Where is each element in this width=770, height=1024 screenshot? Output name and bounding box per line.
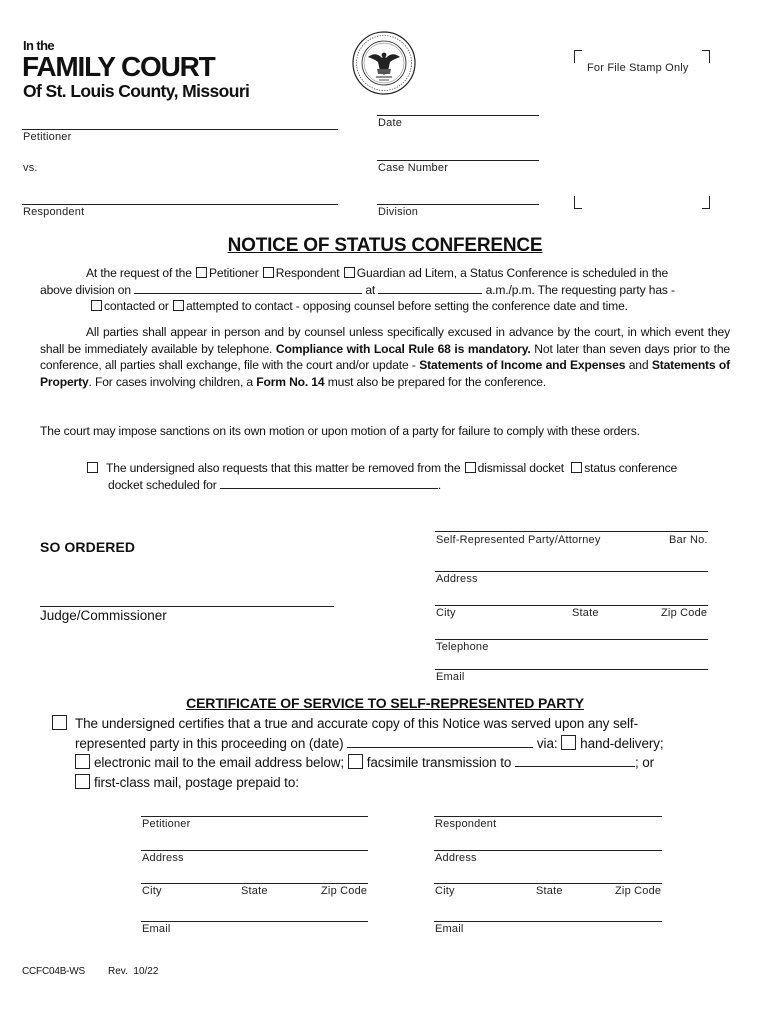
fax-end-label: ; or <box>634 755 655 770</box>
removal-lead: The undersigned also requests that this matter be removed from the <box>106 461 461 475</box>
judge-signature-line[interactable] <box>40 606 334 607</box>
via-label: via: <box>536 735 558 751</box>
service-petitioner-email-label: Email <box>142 923 171 935</box>
attorney-telephone-label: Telephone <box>436 641 489 653</box>
service-respondent-line[interactable] <box>434 816 662 817</box>
contacted-checkbox[interactable] <box>91 300 102 311</box>
attorney-email-line[interactable] <box>435 669 708 670</box>
revision-label: Rev. 10/22 <box>108 966 159 977</box>
service-petitioner-state-label: State <box>241 885 268 897</box>
service-respondent-label: Respondent <box>435 818 497 830</box>
fax-service-checkbox[interactable] <box>348 754 363 769</box>
service-respondent-email-label: Email <box>435 923 464 935</box>
attorney-label: Self-Represented Party/Attorney <box>436 534 601 546</box>
attorney-zip-label: Zip Code <box>661 607 708 619</box>
hand-delivery-checkbox[interactable] <box>561 735 576 750</box>
petitioner-checkbox[interactable] <box>196 267 207 278</box>
dismissal-docket-option: dismissal docket <box>477 461 564 475</box>
respondent-line[interactable] <box>22 204 338 205</box>
local-rule-text: Compliance with Local Rule 68 is mandatory. <box>275 341 531 356</box>
respondent-option: Respondent <box>275 266 340 280</box>
service-petitioner-zip-label: Zip Code <box>321 885 368 897</box>
attorney-state-label: State <box>572 607 599 619</box>
division-line[interactable] <box>377 204 539 205</box>
certify-line-1: The undersigned certifies that a true and accurate copy of this Notice was served upon any self- <box>75 716 638 731</box>
dismissal-docket-checkbox[interactable] <box>465 462 476 473</box>
notice-title: NOTICE OF STATUS CONFERENCE <box>227 235 543 256</box>
court-seal-icon <box>352 31 416 95</box>
service-respondent-city-label: City <box>435 885 455 897</box>
form-14-text: Form No. 14 <box>256 374 325 389</box>
stamp-corner-bottom-right <box>702 196 710 209</box>
court-name: FAMILY COURT <box>22 51 215 82</box>
service-petitioner-city-line[interactable] <box>141 883 368 884</box>
docket-scheduled-label: docket scheduled for <box>108 477 217 492</box>
service-respondent-zip-label: Zip Code <box>615 885 662 897</box>
property-text: Statements of Property <box>40 358 730 389</box>
request-paragraph <box>40 265 730 315</box>
division-on-label: above division on <box>40 282 131 297</box>
service-respondent-state-label: State <box>536 885 563 897</box>
service-petitioner-address-line[interactable] <box>141 850 368 851</box>
fax-number-field[interactable] <box>515 753 635 767</box>
form-id: CCFC04B-WS <box>22 966 86 977</box>
attorney-city-label: City <box>436 607 456 619</box>
attorney-telephone-line[interactable] <box>435 639 708 640</box>
docket-date-field[interactable] <box>220 477 438 489</box>
stamp-corner-bottom-left <box>574 196 582 209</box>
attempted-option: attempted to contact - opposing counsel before setting the conference date and time. <box>185 299 628 313</box>
certify-date-label: represented party in this proceeding on (date) <box>75 735 344 751</box>
appearance-text-2: Not later than seven days prior to the conference, all parties shall exchange, file with the court and/or update - <box>40 341 730 372</box>
removal-request <box>86 460 746 493</box>
appearance-paragraph <box>40 324 730 390</box>
file-stamp-label: For File Stamp Only <box>587 62 689 74</box>
service-petitioner-city-label: City <box>142 885 162 897</box>
respondent-checkbox[interactable] <box>263 267 274 278</box>
petitioner-line[interactable] <box>22 129 338 130</box>
service-petitioner-line[interactable] <box>141 816 368 817</box>
attempted-checkbox[interactable] <box>173 300 184 311</box>
stamp-corner-top-right <box>702 50 710 63</box>
date-line[interactable] <box>377 115 539 116</box>
contacted-option: contacted or <box>104 299 169 313</box>
appearance-text-1: All parties shall appear in person and by counsel unless specifically excused in advance by the court, in which event they shall be immediately available by telephone. <box>40 325 730 356</box>
petitioner-option: Petitioner <box>208 266 259 280</box>
docket-period: . <box>437 477 442 492</box>
attorney-email-label: Email <box>436 671 465 683</box>
appearance-text-3: and <box>628 358 649 372</box>
case-number-label: Case Number <box>378 162 449 174</box>
hand-delivery-option: hand-delivery; <box>580 735 664 751</box>
vs-label: vs. <box>23 162 38 174</box>
email-service-checkbox[interactable] <box>75 754 90 769</box>
petitioner-label: Petitioner <box>23 131 72 143</box>
attorney-address-label: Address <box>436 573 478 585</box>
case-number-line[interactable] <box>377 160 539 161</box>
status-conference-option: status conference <box>584 461 678 475</box>
at-label: at <box>365 282 376 297</box>
conference-time-field[interactable] <box>378 282 482 294</box>
email-service-option: electronic mail to the email address below; <box>94 755 345 770</box>
date-label: Date <box>378 117 403 129</box>
service-respondent-email-line[interactable] <box>434 921 662 922</box>
in-the-label: In the <box>23 38 55 53</box>
stamp-corner-top-left <box>574 50 582 63</box>
gal-option: Guardian ad Litem, a Status Conference is scheduled in the <box>356 266 669 280</box>
attorney-address-line[interactable] <box>435 571 708 572</box>
so-ordered-label: SO ORDERED <box>40 539 136 555</box>
certify-checkbox[interactable] <box>52 715 67 730</box>
gal-checkbox[interactable] <box>344 267 355 278</box>
division-label: Division <box>378 206 419 218</box>
certificate-body <box>52 714 752 792</box>
service-petitioner-label: Petitioner <box>142 818 191 830</box>
attorney-city-line[interactable] <box>435 605 708 606</box>
removal-checkbox[interactable] <box>87 462 98 473</box>
service-date-field[interactable] <box>347 734 533 748</box>
judge-label: Judge/Commissioner <box>40 608 167 623</box>
sanctions-paragraph: The court may impose sanctions on its own motion or upon motion of a party for failure to comply with these orders. <box>40 424 640 438</box>
service-respondent-city-line[interactable] <box>434 883 662 884</box>
request-lead: At the request of the <box>86 266 192 280</box>
service-respondent-address-line[interactable] <box>434 850 662 851</box>
ampm-label: a.m./p.m. The requesting party has - <box>485 282 675 297</box>
appearance-text-4: . For cases involving children, a <box>88 374 253 389</box>
service-petitioner-address-label: Address <box>142 852 184 864</box>
mail-service-checkbox[interactable] <box>75 774 90 789</box>
attorney-signature-line[interactable] <box>435 531 708 532</box>
status-conference-checkbox[interactable] <box>571 462 582 473</box>
bar-no-label: Bar No. <box>669 534 708 546</box>
mail-service-option: first-class mail, postage prepaid to: <box>94 774 299 790</box>
respondent-label: Respondent <box>23 206 85 218</box>
certificate-title: CERTIFICATE OF SERVICE TO SELF-REPRESENTED PARTY <box>186 695 584 711</box>
county-name: Of St. Louis County, Missouri <box>23 81 250 101</box>
fax-service-option: facsimile transmission to <box>366 755 512 770</box>
appearance-text-5: must also be prepared for the conference. <box>327 374 547 389</box>
service-respondent-address-label: Address <box>435 852 477 864</box>
service-petitioner-email-line[interactable] <box>141 921 368 922</box>
income-expenses-text: Statements of Income and Expenses <box>419 358 626 372</box>
conference-date-field[interactable] <box>134 282 362 294</box>
